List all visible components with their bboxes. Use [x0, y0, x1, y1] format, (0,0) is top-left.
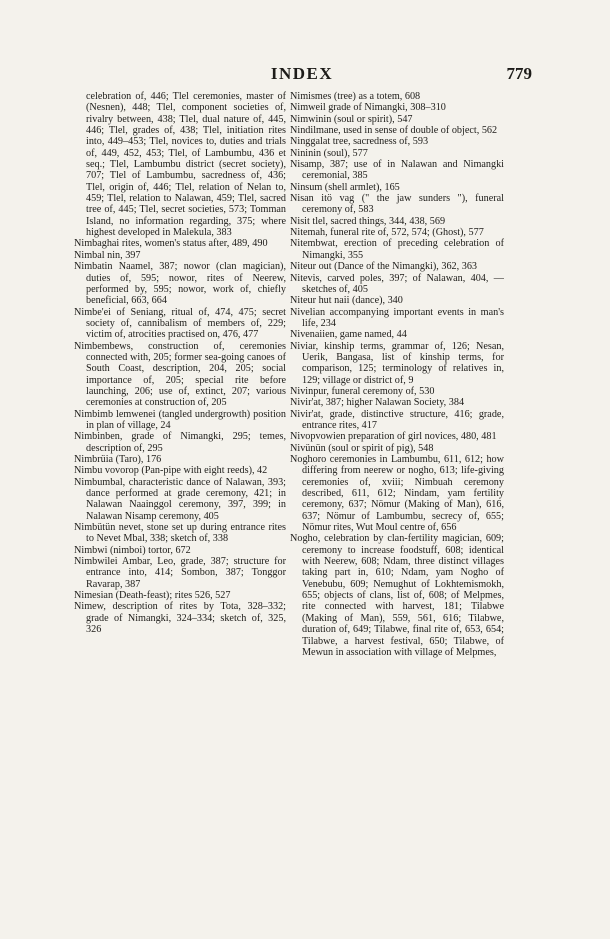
index-entry: Nivenaiien, game named, 44	[290, 329, 407, 341]
index-entry: Nivopvowien preparation of girl novices, 480, 481	[290, 431, 497, 443]
index-entry: Nitembwat, erection of preceding celebration of Nimangki, 355	[290, 238, 504, 261]
index-entry: Nivinpur, funeral ceremony of, 530	[290, 385, 435, 397]
index-entry: Nimbwi (nimboi) tortor, 672	[74, 544, 191, 556]
index-entry: Nitemah, funeral rite of, 572, 574; (Ghost), 577	[290, 227, 484, 239]
index-entry: Nimbütün nevet, stone set up during entrance rites to Nevet Mbal, 338; sketch of, 338	[74, 522, 286, 545]
page-number: 779	[506, 64, 532, 83]
index-entry: Niteur out (Dance of the Nimangki), 362, 363	[290, 261, 478, 273]
left-column	[74, 91, 286, 636]
index-entry: Nimbaghai rites, women's status after, 489, 490	[74, 238, 268, 250]
index-entry: Nimbal nin, 397	[74, 249, 141, 261]
index-entry: Nisamp, 387; use of in Nalawan and Nimangki ceremonial, 385	[290, 159, 504, 182]
index-entry: Nogho, celebration by clan-fertility magician, 609; ceremony to increase foodstuff, 608; identical with Neerew, 608; Ndam, three distinct villages taking part in, 610; Ndam, yam Nogho of Venebubu, 609; Nemughut of Lokhtemismokh, 655; objects of clans, list of, 608; of Melpmes, rite connected with harvest, 181; Tilabwe (Making of Man), 559, 561, 616; Tilabwe, duration of, 649; Tilabwe, final rite of, 653, 654; Tilabwe, a harvest festival, 650; Tilabwe, of Mewun in association with village of Melpmes,	[290, 533, 504, 658]
index-entry: Nisan itö vag (" the jaw sunders "), funeral ceremony of, 583	[290, 193, 504, 216]
page-title: INDEX	[270, 64, 334, 83]
index-entry: Nimbrüia (Taro), 176	[74, 454, 162, 465]
index-entry: Noghoro ceremonies in Lambumbu, 611, 612; how differing from neerew or nogho, 613; life-giving ceremonies of, xviii; Nimbuah ceremony described, 611, 612; Nindam, yam fertility ceremony, 637; Nömur (Making of Man), 616, 637; Nömur of Lambumbu, secrecy of, 655; Nömur rites, Wut Moul centre of, 656	[290, 454, 504, 534]
index-entry: Nimbatin Naamel, 387; nowor (clan magician), duties of, 595; nowor, rites of Neerew, performed by, 595; nowor, work of, chiefly beneficial, 663, 664	[74, 261, 286, 307]
index-entry: Nimesian (Death-feast); rites 526, 527	[74, 590, 231, 602]
index-entry: Nimbu vovorop (Pan-pipe with eight reeds), 42	[74, 465, 268, 477]
index-entry: Nimbumbal, characteristic dance of Nalawan, 393; dance performed at grade ceremony, 421; in Nalawan Naainggol ceremony, 397, 399; in Nalawan Nisamp ceremony, 405	[74, 476, 286, 522]
index-entry: Nimbembews, construction of, ceremonies connected with, 205; former sea-going canoes of South Coast, description, 204, 205; social importance of, 205; special rite before launching, 206; use of, extinct, 207; various ceremonies at construction of, 205	[74, 340, 286, 409]
index-entry: Niteur hut naii (dance), 340	[290, 295, 403, 307]
index-entry: Nimbwilei Ambar, Leo, grade, 387; structure for entrance into, 414; Sombon, 387; Tonggor Ravarap, 387	[74, 556, 286, 590]
index-entry: Nimbinben, grade of Nimangki, 295; temes, description of, 295	[74, 431, 286, 454]
index-entry: Nivünün (soul or spirit of pig), 548	[290, 442, 434, 454]
index-entry: Nimbe'ei of Seniang, ritual of, 474, 475; secret society of, cannibalism of members of, 229; victim of, atrocities practised on, 476, 477	[74, 306, 286, 341]
index-entry: Nivelian accompanying important events in man's life, 234	[290, 306, 504, 329]
index-entry: Nimbimb lemwenei (tangled undergrowth) position in plan of village, 24	[74, 408, 286, 431]
index-entry: Nininin (soul), 577	[290, 147, 368, 159]
page-header	[72, 62, 532, 88]
index-entry: Niviar, kinship terms, grammar of, 126; Nesan, Uerik, Bangasa, list of kinship terms, for comparison, 125; terminology of relatives in, 129; village or district of, 9	[290, 340, 504, 386]
index-entry: Nimwinin (soul or spirit), 547	[290, 113, 413, 125]
index-entry: Nisit tlel, sacred things, 344, 438, 569	[290, 215, 446, 227]
index-entry: Ninsum (shell armlet), 165	[290, 181, 400, 193]
index-entry: celebration of, 446; Tlel ceremonies, master of (Nesnen), 448; Tlel, component societies of, rivalry between, 438; Tlel, dual nature of, 445, 446; Tlel, grades of, 438; Tlel, initiation rites into, 449–453; Tlel, novices to, duties and trials of, 449, 452, 453; Tlel, of Lambumbu, 436 et seq.; Tlel, Lambumbu district (secret society), 707; Tlel of Lambumbu, sacredness of, 436; Tlel, origin of, 446; Tlel, relation of Nelan to, 459; Tlel, relation to Nalawan, 459; Tlel, sacred tree of, 445; Tlel, secret societies, 573; Tomman Island, no information regarding, 375; where highest developed in Malekula, 383	[86, 91, 286, 239]
index-entry: Nimew, description of rites by Tota, 328–332; grade of Nimangki, 324–334; sketch of, 325, 326	[74, 601, 286, 636]
index-entry: Nivir'at, 387; higher Nalawan Society, 384	[290, 397, 465, 409]
right-column	[290, 91, 504, 658]
index-entry: Ninggalat tree, sacredness of, 593	[290, 136, 429, 148]
index-entry: Nimweil grade of Nimangki, 308–310	[290, 102, 446, 114]
index-entry: Nindilmane, used in sense of double of object, 562	[290, 125, 498, 137]
index-entry: Nivir'at, grade, distinctive structure, 416; grade, entrance rites, 417	[290, 408, 504, 431]
index-entry: Nimismes (tree) as a totem, 608	[290, 91, 421, 102]
index-entry: Nitevis, carved poles, 397; of Nalawan, 404, — sketches of, 405	[290, 272, 504, 295]
